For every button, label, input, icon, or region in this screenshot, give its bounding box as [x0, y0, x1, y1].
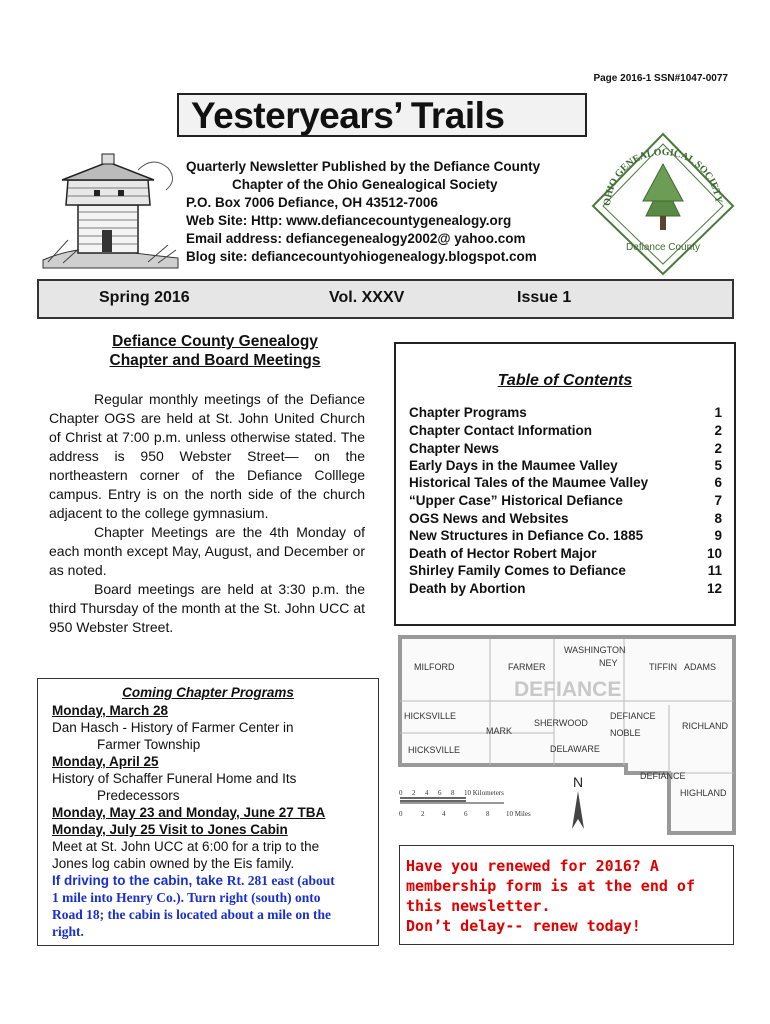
map-mi-tick: 0 — [399, 810, 403, 818]
toc-item-page: 8 — [714, 511, 722, 526]
meetings-paragraph-regular: Regular monthly meetings of the Defiance Chapter OGS are held at St. John United Church of Christ at 7:00 p.m. unless otherwise stated. The address is 950 Webster Street— on the northeastern corner of the Defiance Colllege campus. Entry is on the north side of the church adjacent to the college gymnasium. — [49, 391, 365, 521]
toc-item-label: Early Days in the Maumee Valley — [409, 458, 618, 473]
toc-item[interactable] — [409, 423, 722, 438]
toc-item[interactable] — [409, 528, 722, 543]
program-date: Monday, July 25 Visit to Jones Cabin — [52, 822, 288, 837]
north-arrow-icon — [572, 791, 584, 829]
page-reference: Page 2016-1 SSN#1047-0077 — [593, 73, 728, 84]
header-line-website: Web Site: Http: www.defiancecountygenealogy.org — [186, 213, 512, 228]
renewal-line: membership form is at the end of — [406, 877, 695, 895]
issue-season: Spring 2016 — [99, 289, 190, 306]
toc-item-label: Death of Hector Robert Major — [409, 546, 597, 561]
header-line-email: Email address: defiancegenealogy2002@ yahoo.com — [186, 231, 526, 246]
header-line-blog: Blog site: defiancecountyohiogenealogy.blogspot.com — [186, 249, 537, 264]
toc-item-label: New Structures in Defiance Co. 1885 — [409, 528, 644, 543]
toc-item-page: 5 — [714, 458, 722, 473]
toc-item[interactable] — [409, 405, 722, 420]
newsletter-header-info — [186, 158, 540, 266]
program-topic-continued: Predecessors — [97, 788, 180, 803]
coming-programs-title: Coming Chapter Programs — [122, 685, 294, 700]
renewal-line: Don’t delay-- renew today! — [406, 917, 641, 935]
table-of-contents — [394, 342, 736, 626]
map-mi-tick: 6 — [464, 810, 468, 818]
map-north-label: N — [573, 774, 584, 790]
toc-item-label: Chapter Programs — [409, 405, 527, 420]
map-mi-tick: 4 — [442, 810, 446, 818]
meetings-heading-line2: Chapter and Board Meetings — [109, 352, 321, 369]
program-topic: History of Schaffer Funeral Home and Its — [52, 771, 297, 786]
seal-ring-text: OHIO GENEALOGICAL SOCIETY — [601, 146, 724, 207]
directions-text: If driving to the cabin, take — [52, 873, 227, 888]
meetings-heading — [40, 332, 390, 370]
map-km-tick: 0 — [399, 789, 403, 797]
map-label-farmer: FARMER — [508, 662, 546, 672]
meetings-paragraph-board: Board meetings are held at 3:30 p.m. the third Thursday of the month at the St. John UCC at 950 Webster Street. — [49, 581, 365, 635]
toc-item[interactable] — [409, 581, 722, 596]
program-topic: Meet at St. John UCC at 6:00 for a trip to the — [52, 839, 320, 854]
toc-item-label: Shirley Family Comes to Defiance — [409, 563, 626, 578]
map-km-tick: 8 — [451, 789, 455, 797]
toc-item-page: 11 — [707, 563, 722, 578]
toc-item-label: Death by Abortion — [409, 581, 526, 596]
toc-item-page: 9 — [714, 528, 722, 543]
directions-text: 1 mile into Henry Co.). Turn right (south) onto — [52, 890, 321, 905]
directions-text: Road 18; the cabin is located about a mile on the — [52, 907, 332, 922]
program-topic: Dan Hasch - History of Farmer Center in — [52, 720, 294, 735]
toc-title: Table of Contents — [497, 372, 633, 389]
toc-item[interactable] — [409, 458, 722, 473]
driving-directions — [52, 906, 377, 923]
directions-text: right. — [52, 924, 84, 939]
issue-number: Issue 1 — [517, 289, 572, 306]
newsletter-title: Yesteryears’ Trails — [191, 95, 505, 136]
coming-programs-box — [37, 678, 379, 946]
toc-item[interactable] — [409, 475, 722, 490]
map-label-delaware: DELAWARE — [550, 744, 600, 754]
toc-item[interactable] — [409, 493, 722, 508]
map-county-label: DEFIANCE — [514, 678, 622, 701]
blockhouse-illustration — [38, 150, 183, 275]
header-line-chapter: Chapter of the Ohio Genealogical Society — [232, 177, 498, 192]
toc-item-page: 12 — [706, 581, 722, 596]
driving-directions — [52, 923, 377, 940]
header-line-address: P.O. Box 7006 Defiance, OH 43512-7006 — [186, 195, 438, 210]
toc-item-page: 7 — [714, 493, 722, 508]
toc-item-label: Chapter News — [409, 441, 500, 456]
map-label-defiance-city: DEFIANCE — [640, 771, 686, 781]
map-label-noble: NOBLE — [610, 728, 641, 738]
seal-county-text: Defiance County — [626, 242, 700, 253]
map-label-highland: HIGHLAND — [680, 788, 727, 798]
toc-item-page: 1 — [714, 405, 722, 420]
map-label-milford: MILFORD — [414, 662, 455, 672]
map-km-tick: 6 — [438, 789, 442, 797]
meetings-body — [49, 390, 365, 637]
map-label-defiance-township: DEFIANCE — [610, 711, 656, 721]
newsletter-title-box — [177, 93, 587, 137]
map-label-sherwood: SHERWOOD — [534, 718, 588, 728]
toc-item[interactable] — [409, 441, 722, 456]
toc-item-page: 6 — [714, 475, 722, 490]
map-label-tiffin: TIFFIN — [649, 662, 677, 672]
map-label-adams: ADAMS — [684, 662, 717, 672]
toc-item-page: 2 — [714, 441, 722, 456]
renewal-notice-box — [399, 845, 734, 945]
map-km-tick: 4 — [425, 789, 429, 797]
toc-item[interactable] — [409, 546, 722, 561]
map-label-hicksville-city: HICKSVILLE — [408, 745, 461, 755]
program-date: Monday, May 23 and Monday, June 27 TBA — [52, 805, 326, 820]
coming-programs-list — [52, 702, 377, 940]
directions-text: Rt. 281 east (about — [226, 873, 335, 888]
ogs-seal-logo — [588, 126, 738, 276]
renewal-notice — [406, 856, 726, 936]
program-date: Monday, March 28 — [52, 703, 169, 718]
map-mi-label: 10 Miles — [506, 810, 531, 818]
map-mi-tick: 8 — [486, 810, 490, 818]
issue-info-bar — [37, 279, 734, 319]
toc-item-label: Historical Tales of the Maumee Valley — [409, 475, 649, 490]
program-topic-continued: Farmer Township — [97, 737, 201, 752]
toc-item[interactable] — [409, 563, 722, 578]
defiance-county-map — [394, 633, 740, 839]
driving-directions — [52, 872, 377, 889]
toc-item-page: 10 — [706, 546, 722, 561]
meetings-heading-line1: Defiance County Genealogy — [112, 333, 318, 350]
meetings-paragraph-chapter: Chapter Meetings are the 4th Monday of each month except May, August, and December or as noted. — [49, 524, 365, 578]
map-km-label: 10 Kilometers — [464, 789, 504, 797]
program-topic-continued: Jones log cabin owned by the Eis family. — [52, 856, 295, 871]
map-label-ney: NEY — [599, 658, 618, 668]
driving-directions — [52, 889, 377, 906]
map-label-washington: WASHINGTON — [564, 645, 626, 655]
map-km-tick: 2 — [412, 789, 416, 797]
map-label-hicksville-township: HICKSVILLE — [404, 711, 457, 721]
map-label-richland: RICHLAND — [682, 721, 729, 731]
toc-item-label: “Upper Case” Historical Defiance — [409, 493, 623, 508]
header-line-publisher: Quarterly Newsletter Published by the Defiance County — [186, 159, 541, 174]
issue-volume: Vol. XXXV — [329, 289, 405, 306]
toc-item[interactable] — [409, 511, 722, 526]
map-label-mark: MARK — [486, 726, 513, 736]
renewal-line: this newsletter. — [406, 897, 551, 915]
toc-item-label: Chapter Contact Information — [409, 423, 593, 438]
toc-item-page: 2 — [714, 423, 722, 438]
map-mi-tick: 2 — [421, 810, 425, 818]
renewal-line: Have you renewed for 2016? A — [406, 857, 659, 875]
toc-item-label: OGS News and Websites — [409, 511, 569, 526]
program-date: Monday, April 25 — [52, 754, 159, 769]
